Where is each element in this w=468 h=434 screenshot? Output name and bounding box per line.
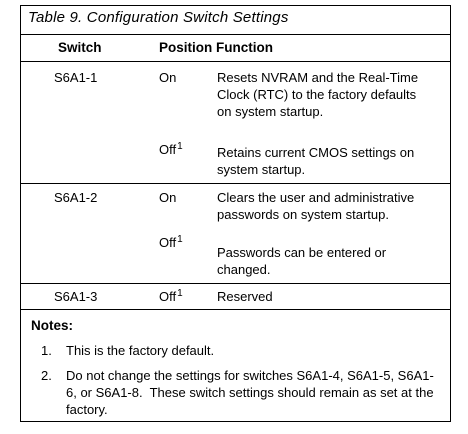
title-divider (21, 34, 450, 35)
function-text: Clears the user and administrative passwords on system startup. (217, 190, 415, 222)
function-text: Passwords can be entered or changed. (217, 245, 387, 277)
notes-divider (21, 309, 450, 310)
footnote-marker: 1 (177, 140, 183, 152)
position-value: Off$^1$ (159, 233, 183, 250)
header-divider (21, 61, 450, 62)
position-value: On (159, 190, 177, 205)
notes-heading: Notes: (31, 318, 74, 333)
function-text: Resets NVRAM and the Real-Time Clock (RTC) to the factory defaults on system startup. (217, 70, 419, 119)
position-value: Off$^1$ (159, 287, 183, 304)
note-text: Do not change the settings for switches S6A1-4, S6A1-5, S6A1-6, or S6A1-8. These switch settings should remain as set at the factory. (66, 368, 438, 417)
header-function: Function (216, 40, 273, 55)
note-text: This is the factory default. (66, 343, 215, 358)
switch-label: S6A1-1 (54, 70, 98, 85)
configuration-table (20, 5, 451, 422)
row-divider (21, 183, 450, 184)
table-title: Table 9. Configuration Switch Settings (28, 9, 289, 26)
function-text: Retains current CMOS settings on system startup. (217, 145, 415, 177)
switch-label: S6A1-3 (54, 289, 98, 304)
position-value: On (159, 70, 177, 85)
header-switch: Switch (58, 40, 102, 55)
position-value: Off$^1$ (159, 140, 183, 157)
switch-label: S6A1-2 (54, 190, 98, 205)
header-position: Position (159, 40, 213, 55)
function-text: Reserved (217, 289, 273, 304)
row-divider (21, 283, 450, 284)
footnote-marker: 1 (177, 233, 183, 245)
note-number: 2. (41, 368, 52, 383)
footnote-marker: 1 (177, 287, 183, 299)
note-number: 1. (41, 343, 52, 358)
